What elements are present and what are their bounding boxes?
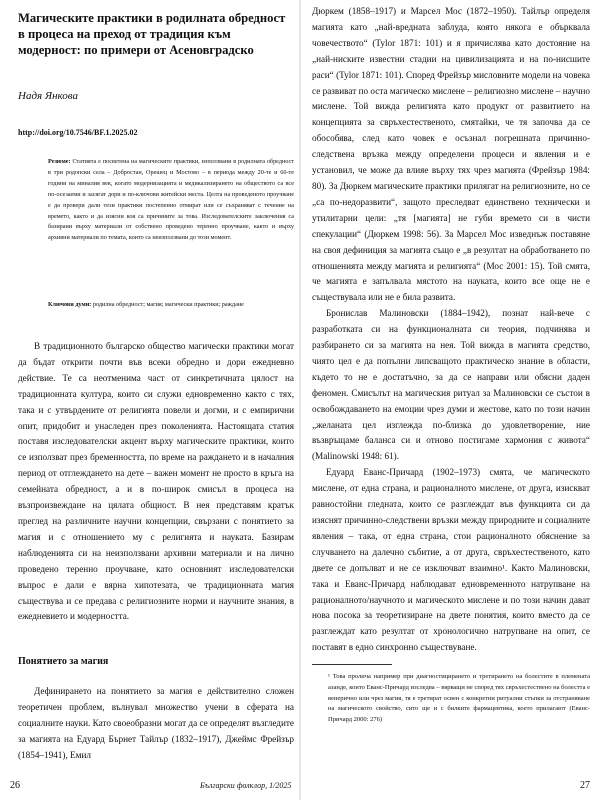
abstract [48,157,294,244]
right-paragraph-2: Бронислав Малиновски (1884–1942), познат най-вече с разработката си на функционалната си теория, подчинява и разбирането си за магията на нея. Той вижда в магията средство, чиято цел е да попълни липсващото практическо знание в области, където то не е достатъчно, за да се направи или обясни даден феномен. Смисълът на магическия ритуал за Малиновски се състои в освобождаването на емоции чрез думи и жестове, като по този начин „желаната цел изглежда по-близка до удовлетворение, ние възвръщаме баланса си и отново постигаме хармония с живота“ (Malinowski 1948: 61). [312,308,590,462]
footnote-rule [312,664,392,665]
right-paragraph-1: Дюркем (1858–1917) и Марсел Мос (1872–1950). Тайлър определя магията като „най-вредната заблуда, която някога е обърквала човечеството“ (Tylor 1871: 101) и я причислява като достояние на „най-ниските известни стадии на цивилизацията и на по-нисшите раси“ (Tylor 1871: 101). Според Фрейзър мисловните модели на човека се развиват по оста магическо мислене – религиозно мислене – научно мислене. Той вижда религията като продукт от развитието на концепцията за свръхестественото, смятайки, че тя започва да се обособява, след като човек е осъзнал погрешната причинно-следствена връзка между определени процеси и явления и е установил, че може да влияе върху тях чрез магията (Фрейзър 1984: 80). За Дюркем магическите практики прилягат на религиозните, но се „са по-недоразвити“, защото преследват единствено технически и утилитарни цели: „тя [магията] не губи времето си в чисти спекулации“ (Дюркем 1998: 56). За Марсел Мос изведнъж поставяне на своя дефиниция за магията също е „в резултат на обработването по отношенията между магията и религията“ (Мос 2001: 15). Той смята, че магията е запълвала мястото на науката, които все още не е съществувала или не е била развита. [312,6,590,303]
section-paragraph: Дефинирането на понятието за магия е действително сложен теоретичен проблем, вълнувал множество учени в сферата на социалните науки. Като своеобразни могат да се определят възгледите за магията на Едуард Бърнет Тайлър (1832–1917), Джеймс Фрейзър (1854–1941), Емил [18,686,294,760]
right-page [300,0,600,800]
section-heading: Понятието за магия [18,656,109,667]
magic-section [18,684,294,764]
article-title: Магическите практики в родилната обредност в процеса на преход от традиция към модерност: по примери от Асеновградско [18,11,286,57]
doi-link[interactable]: http://doi.org/10.7546/BF.1.2025.02 [18,128,138,137]
right-paragraph-3: Едуард Еванс-Причард (1902–1973) смята, че магическото мислене, от една страна, и рационалното мислене, от друга, изискват равностойни гледната, които се разглеждат във функцията си да изяснят причинно-следствени връзки между природните и социалните явления – така, от една страна, стои рационалното обяснение за случването на далечно събитие, а от друга, свръхестественото, като двете се допълват и не се изключват взаимно¹. Както Малиновски, така и Еванс-Причард наблюдават едновременното натрупване на рационалното/научното и магическото мислене и по този начин дават нова посока за теоретизиране на двете понятия, които вместо да се разглеждат като резултат от хронологично натрупване на опит, се поставят в едно синхронно съществуване. [312,467,590,653]
intro-section [18,339,294,625]
page-number-right: 27 [580,780,590,791]
abstract-label: Резюме: [48,158,71,165]
intro-paragraph: В традиционното българско общество магически практики могат да бъдат открити почти във всеки обредно и дори ежедневно действие. Те са неотменима част от синкретичната цялост на традиционната култура, които си служи едновременно както с тях, така и с утвърдените от религията повели и догми, и с емпирични опит, придобит и унаследен през поколенията. Настоящата статия поставя изследователски акцент върху магическите практики, които се използват през бременността, по време на раждането и в началния период от отглеждането на дете – важен момент не просто в кръга на семейната обредност, а и в по-широк смисъл в процеса на възпроизвеждане на цялата общност. В нея представям кратък преглед на различните научни концепции, свързани с понятието за магия и с отношението му с религията и науката. Базирам наблюденията си на неизползвани архивни материали и на лично проведено теренно проучване, като основният изследователски въпрос е дали е вярна хипотезата, че традиционната магия съществува и се предава с религиозните норми и научните знания, в ежедневието и модерността. [18,341,294,622]
footnote: ¹ Това пролича например при диагностицирането и третирането на болестите в племената азанде, които Еванс-Причард изследва – вярващи не според тях свръхестествено на болестта е венерично или чрез магия, тя е третират освен с конкретни ритуални стъпки за отстраняване на магическото свойство, сито ще и с билките фармацевтика, което прилагают (Еванс-Причард 2000: 276) [328,673,590,724]
abstract-text: Статията е посветена на магическите практики, използвани в родилната обредност в три родопски села – Добростан, Орешец и Мостово – в периода между 20-те и 60-те години на миналия век, когато модернизацията и медикализирането на обществото са все по-осезаеми и засягат дори и по-ключови житейски места. Целта на проведеното проучване е да провери дали тези практики постепенно отмират или се съхраняват с течение на времето, както и да изясни коя са причините за това. Изследователските заключения са базирани върху материали от собствено проведено теренно проучване, както и върху архивни материали по темата, които са неизползвани до този момент. [48,158,294,242]
journal-footer: Български фолклор, 1/2025 [200,781,292,790]
right-body [312,4,590,656]
keywords-text: родилна обредност; магия; магически практики; раждане [92,301,244,308]
keywords [48,300,294,309]
keywords-label: Ключови думи: [48,301,92,308]
author-name: Надя Янкова [18,90,78,102]
page-number-left: 26 [10,780,20,791]
